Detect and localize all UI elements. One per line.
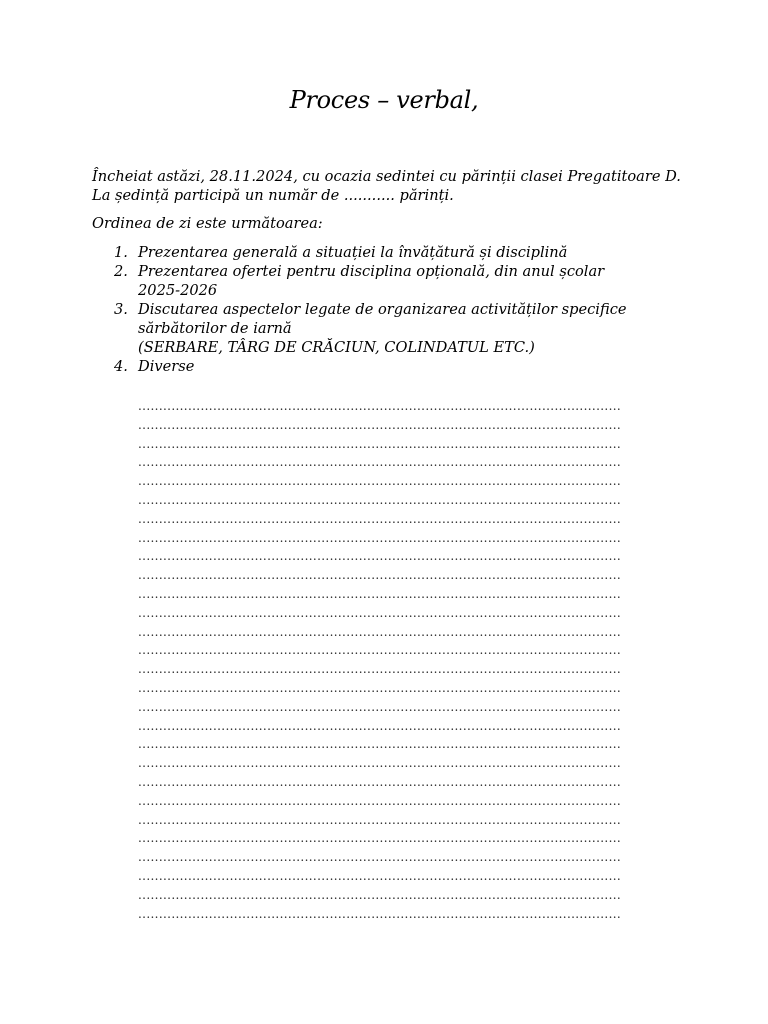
dotted-line: ....................................................................................................................	[138, 868, 622, 883]
agenda-item-text: Discutarea aspectelor legate de organizarea activităților specifice	[138, 301, 627, 318]
dotted-line: ....................................................................................................................	[138, 680, 622, 695]
dotted-line: ....................................................................................................................	[138, 906, 622, 921]
agenda-item-number: 2.	[114, 263, 128, 280]
dotted-line: ....................................................................................................................	[138, 624, 622, 639]
dotted-line: ....................................................................................................................	[138, 586, 622, 601]
agenda-item-text: Prezentarea ofertei pentru disciplina opțională, din anul școlar	[138, 263, 605, 280]
dotted-line: ....................................................................................................................	[138, 530, 622, 545]
dotted-line: ....................................................................................................................	[138, 605, 622, 620]
dotted-line: ....................................................................................................................	[138, 568, 622, 583]
dotted-line: ....................................................................................................................	[138, 492, 622, 507]
agenda-item	[92, 243, 692, 262]
dotted-line: ....................................................................................................................	[138, 662, 622, 677]
dotted-line: ....................................................................................................................	[138, 718, 622, 733]
agenda-item-number: 4.	[114, 358, 128, 375]
dotted-line: ....................................................................................................................	[138, 417, 622, 432]
agenda-heading: Ordinea de zi este următoarea:	[92, 215, 323, 232]
agenda-item-text: sărbătorilor de iarnă	[138, 320, 292, 337]
agenda-item-number: 3.	[114, 301, 128, 318]
dotted-line: ....................................................................................................................	[138, 793, 622, 808]
dotted-line: ....................................................................................................................	[138, 455, 622, 470]
agenda-list	[92, 243, 692, 376]
agenda-item-text: 2025-2026	[138, 282, 218, 299]
dotted-line: ....................................................................................................................	[138, 699, 622, 714]
dotted-line: ....................................................................................................................	[138, 887, 622, 902]
dotted-line: ....................................................................................................................	[138, 831, 622, 846]
agenda-item-text: Prezentarea generală a situației la învățătură și disciplină	[138, 244, 568, 261]
agenda-item-number: 1.	[114, 244, 128, 261]
dotted-line: ....................................................................................................................	[138, 850, 622, 865]
agenda-item-text: Diverse	[138, 358, 195, 375]
dotted-line: ....................................................................................................................	[138, 474, 622, 489]
agenda-item	[92, 262, 692, 300]
dotted-line: ....................................................................................................................	[138, 756, 622, 771]
dotted-line: ....................................................................................................................	[138, 812, 622, 827]
dotted-line: ....................................................................................................................	[138, 774, 622, 789]
agenda-item-text: (SERBARE, TÂRG DE CRĂCIUN, COLINDATUL ETC.)	[138, 339, 535, 356]
document-title: Proces – verbal,	[289, 86, 479, 114]
dotted-writing-lines	[138, 397, 678, 923]
dotted-line: ....................................................................................................................	[138, 643, 622, 658]
dotted-line: ....................................................................................................................	[138, 737, 622, 752]
agenda-item	[92, 357, 692, 376]
dotted-line: ....................................................................................................................	[138, 399, 622, 413]
dotted-line: ....................................................................................................................	[138, 549, 622, 564]
intro-paragraph: Încheiat astăzi, 28.11.2024, cu ocazia sedintei cu părinții clasei Pregatitoare D. La ședință participă un număr de ........... părinți.	[92, 168, 681, 204]
dotted-line: ....................................................................................................................	[138, 436, 622, 451]
dotted-line: ....................................................................................................................	[138, 511, 622, 526]
agenda-item	[92, 300, 692, 357]
